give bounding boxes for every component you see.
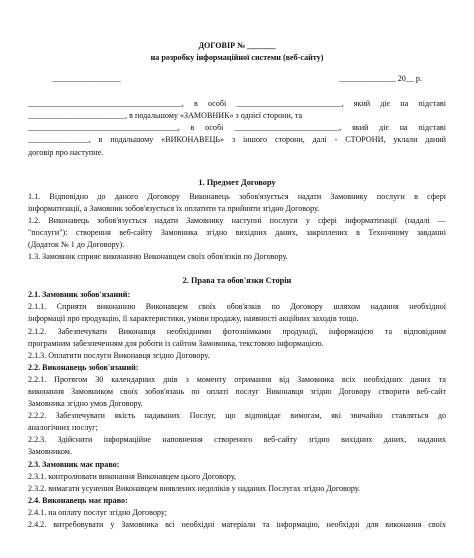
clause-line: Замовником. xyxy=(28,447,72,457)
clause-line: інформатизації, а Замовник зобов'язується їх оплатити та прийняти згідно Договору. xyxy=(28,203,320,213)
clause-line: програмним забезпеченням для роботи із сайтом Замовника, текстовою інформацією. xyxy=(28,338,324,348)
clause-line: 2.2.2. Забезпечувати якість надаваних Послуг, що відповідає вимогам, які звичайно ставляться до xyxy=(28,411,446,421)
clause-line: "послуги"): створення веб-сайту Замовника згідно вихідних даних, закріплених в Технічному завданні xyxy=(28,227,446,237)
clause-line: 2.1.2. Забезпечувати Виконавця необхідними фотознімками продукції, інформацією та відповідним xyxy=(28,326,446,336)
clause-line: виконання Замовником своїх зобов'язань по оплаті послуг Виконавця згідно Договору створити веб-сайт xyxy=(28,386,446,396)
clause-line: 2.1.1. Сприяти виконанню Виконавцем своїх обов'язків по Договору шляхом надання необхідної xyxy=(28,302,446,312)
clause-line: інформації про продукцію, її характеристики, умови продажу, наявності акційних заходів тощо. xyxy=(28,314,359,324)
contract-subtitle: на розробку інформаційної системи (веб-сайту) xyxy=(150,53,324,63)
clause-line: 1.1. Відповідно до даного Договору Виконавець зобов'язується надати Замовнику послуги в сфері xyxy=(28,191,446,201)
clause-line: 2.4.2. витребовувати у Замовника всі необхідні матеріали та інформацію, необхідні для виконання своїх xyxy=(28,520,446,529)
clause-line: 1.2. Виконавець зобов'язується надати Замовнику наступні послуги у сфері інформатизації (надалі — xyxy=(28,215,446,225)
clause-line: 2.2.3. Здійснити інформаційне наповнення створеного веб-сайту згідно вихідних даних, наданих xyxy=(28,435,446,445)
subsection-heading: 2.1. Замовник зобов'язаний: xyxy=(28,290,131,300)
place-blank: _________________ xyxy=(52,74,121,84)
section-2-body xyxy=(28,289,446,531)
subsection-heading: 2.2. Виконавець зобов'язаний: xyxy=(28,362,139,372)
date-blank: ______________ 20__ р. xyxy=(339,74,422,84)
section-2-heading: 2. Права та обов'язки Сторін xyxy=(182,276,292,286)
clause-line: Замовника згідно умов Договору. xyxy=(28,399,143,409)
place-date-line xyxy=(28,74,446,86)
clause-line: 2.4.1. на оплату послуг згідно Договору; xyxy=(28,507,168,517)
clause-line: 2.2.1. Протягом 30 календарних днів з моменту отримання від Замовника всіх необхідних даних та xyxy=(28,374,446,384)
clause-line: 1.3. Замовник сприяє виконанню Виконавцем своїх обов'язків по Договору. xyxy=(28,252,288,262)
parties-line: ________________________, в подальшому «ЗАМОВНИК» з однієї сторони, та xyxy=(28,111,303,121)
parties-line: договір про наступне. xyxy=(28,147,104,157)
parties-line: _______________, в подальшому «ВИКОНАВЕЦЬ» з іншого сторони, далі - СТОРОНИ, уклали даний xyxy=(28,135,446,145)
section-1-heading: 1. Предмет Договору xyxy=(198,177,276,187)
parties-line: _____________________________________, в особі __________________________, який діє на підставі xyxy=(28,123,446,133)
subsection-heading: 2.4. Виконавець має право: xyxy=(28,495,128,505)
parties-block xyxy=(28,98,446,158)
clause-line: 2.3.1. контролювати виконання Виконавцем цього Договору, xyxy=(28,471,237,481)
clause-line: аналогічних послуг; xyxy=(28,423,98,433)
contract-title: ДОГОВІР № _______ xyxy=(198,41,276,50)
clause-line: (Додаток № 1 до Договору). xyxy=(28,240,125,250)
clause-line: 2.3.2. вимагати усунення Виконавцем виявлених недоліків у наданих Послугах згідно Договору. xyxy=(28,483,361,493)
parties-line: ______________________________________, в особі __________________________, який діє на підставі xyxy=(28,99,446,109)
section-1-body xyxy=(28,191,446,264)
subsection-heading: 2.3. Замовник має право: xyxy=(28,459,120,469)
clause-line: 2.1.3. Оплатити послуги Виконавця згідно Договору. xyxy=(28,350,210,360)
